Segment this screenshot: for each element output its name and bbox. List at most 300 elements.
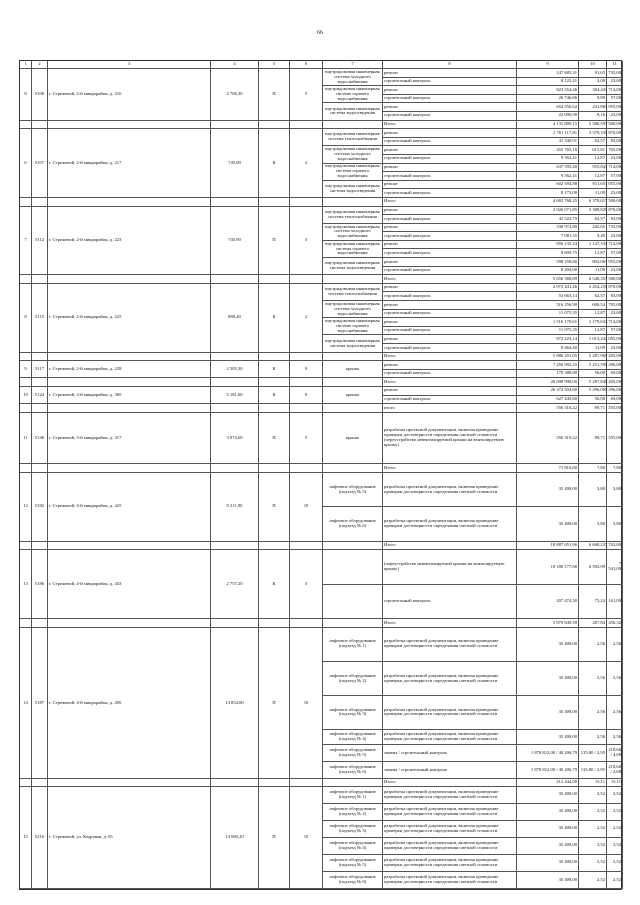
cost-value: 35 408,00 <box>517 628 579 662</box>
cost-value: 872 223,14 <box>517 335 579 344</box>
cost-per-m2: 3,80 <box>579 507 607 541</box>
work-type: строительный контроль <box>383 172 517 181</box>
work-type: ремонт <box>383 224 517 233</box>
work-type: разработка проектной документации, включая проведение проверки достоверности определения сметной стоимости <box>383 872 517 889</box>
work-type: ремонт <box>383 258 517 267</box>
cost-limit: 5 870,00 <box>607 284 623 293</box>
work-type: ремонт <box>383 69 517 78</box>
cost-per-m2: 304,44 <box>579 86 607 95</box>
row-field: 14 060,20 <box>211 787 259 889</box>
work-type: ремонт <box>383 241 517 250</box>
work-type: разработка проектной документации, включая проведение проверки достоверности определения сметной стоимости <box>383 662 517 696</box>
total-value: 556 310,22 <box>517 404 579 413</box>
total-label: Итого <box>383 378 517 387</box>
cost-per-m2: 1 147,33 <box>579 241 607 250</box>
table-cell <box>259 542 290 551</box>
row-field: 8 <box>20 69 32 121</box>
table-cell <box>48 542 211 551</box>
cost-per-m2: 2,52 <box>579 821 607 838</box>
structural-element: внутридомовая инженерная система горячего водоснабжения <box>323 164 383 181</box>
cost-limit: 705,00 <box>607 301 623 310</box>
cost-limit: 83,00 <box>607 138 623 147</box>
table-cell <box>48 121 211 130</box>
table-cell <box>211 198 259 207</box>
table-cell <box>20 198 32 207</box>
work-type: разработка проектной документации, включая проведение проверки достоверности определения сметной стоимости (переустройство невентилируемой крыши на вентилируемую крышу) <box>383 413 517 465</box>
cost-limit: 57,00 <box>607 95 623 104</box>
cost-limit: 2,52 <box>607 787 623 804</box>
cost-per-m2: 8,16 <box>579 112 607 121</box>
structural-element: лифтовое оборудование (подъезд № 3) <box>323 696 383 730</box>
cost-value: 35 408,00 <box>517 507 579 541</box>
work-type: ремонт <box>383 146 517 155</box>
total-label: Итого <box>383 353 517 362</box>
structural-element: внутридомовая инженерная система горячего водоснабжения <box>323 86 383 103</box>
row-field: 13 854,80 <box>211 628 259 780</box>
table-cell <box>20 378 32 387</box>
table-cell <box>20 121 32 130</box>
table-cell <box>48 353 211 362</box>
cost-value: 556 310,22 <box>517 413 579 465</box>
cost-limit: 1 714,00 <box>607 241 623 250</box>
cost-value: 35 408,00 <box>517 730 579 745</box>
cost-value: 26 746,86 <box>517 95 579 104</box>
table-cell <box>20 275 32 284</box>
cost-value: 35 408,00 <box>517 696 579 730</box>
row-field: 745,90 <box>211 207 259 276</box>
cost-limit: 57,00 <box>607 172 623 181</box>
table-cell <box>259 404 290 413</box>
cost-per-m2: 3,00 <box>579 78 607 87</box>
column-header: 4 <box>211 61 259 69</box>
total-value: 15,11 <box>579 779 607 786</box>
table-cell <box>259 619 290 628</box>
total-label: Итого <box>383 542 517 551</box>
total-value: 5 656 568,89 <box>517 275 579 284</box>
row-field: 5 <box>290 207 323 276</box>
work-type: ремонт <box>383 284 517 293</box>
total-value: 18 887 651,96 <box>517 542 579 551</box>
structural-element: крыша <box>323 387 383 404</box>
work-type: строительный контроль <box>383 112 517 121</box>
row-field: 5115 <box>32 284 48 353</box>
work-type: строительный контроль <box>383 138 517 147</box>
table-cell <box>290 404 323 413</box>
row-field: 5107 <box>32 129 48 198</box>
row-field: 5117 <box>32 361 48 378</box>
cost-value: 516 256,90 <box>517 301 579 310</box>
row-field: г. Стрежевой, 3-й микрорайон, д. 30б <box>48 387 211 404</box>
work-type: строительный контроль <box>383 249 517 258</box>
table-cell <box>48 275 211 284</box>
table-cell <box>20 464 32 473</box>
column-header: 9 <box>517 61 579 69</box>
cost-value: 35 408,00 <box>517 821 579 838</box>
row-field: 6 <box>20 129 32 198</box>
work-type: ремонт <box>383 181 517 190</box>
table-cell <box>48 404 211 413</box>
row-field: г. Стрежевой, 2-й микрорайон, д. 228 <box>48 361 211 378</box>
cost-limit: 23,00 <box>607 310 623 319</box>
cost-per-m2: 56,00 <box>579 396 607 405</box>
total-label: Итого <box>383 275 517 284</box>
table-cell <box>32 779 48 786</box>
total-value: 5 287,96 <box>579 353 607 362</box>
cost-limit: 83,00 <box>607 292 623 301</box>
cost-value: 823 554,46 <box>517 86 579 95</box>
row-field: г. Стрежевой, 2-й микрорайон, д. 217 <box>48 129 211 198</box>
cost-per-m2: 91,65 <box>579 69 607 78</box>
row-field: 5 <box>290 413 323 465</box>
structural-element: внутридомовая инженерная система холодного водоснабжения <box>323 301 383 318</box>
work-type: строительный контроль <box>383 95 517 104</box>
cost-value: 9 464,40 <box>517 344 579 353</box>
structural-element: внутридомовая инженерная система горячего водоснабжения <box>323 318 383 335</box>
work-type: замена / строительный контроль <box>383 762 517 779</box>
cost-per-m2: 9,89 <box>579 95 607 104</box>
total-value: 212 444,00 <box>517 779 579 786</box>
row-field: 3 974,00 <box>211 413 259 465</box>
work-type: строительный контроль <box>383 215 517 224</box>
cost-per-m2: 802,06 <box>579 258 607 267</box>
row-field: 7 <box>20 207 32 276</box>
work-type: (переустройство невентилируемой крыши на вентилируемую крышу) <box>383 550 517 584</box>
cost-per-m2: 11,09 <box>579 189 607 198</box>
table-cell <box>323 404 383 413</box>
structural-element: лифтовое оборудование (подъезд № 6) <box>323 872 383 889</box>
cost-limit: 2,52 <box>607 855 623 872</box>
cost-per-m2: 2,52 <box>579 804 607 821</box>
cost-value: 330 972,80 <box>517 224 579 233</box>
work-type: ремонт <box>383 301 517 310</box>
total-label: Итого <box>383 779 517 786</box>
row-field: 13 <box>20 550 32 619</box>
row-field: 5 181,60 <box>211 387 259 404</box>
row-field: 2 <box>290 129 323 198</box>
cost-per-m2: 3 388,82 <box>579 207 607 216</box>
table-cell <box>32 619 48 628</box>
work-type: замена / строительный контроль <box>383 745 517 762</box>
total-value: 15,11 <box>607 779 623 786</box>
structural-element: крыша <box>323 413 383 465</box>
cost-value: 35 408,00 <box>517 473 579 507</box>
cost-limit: 83,00 <box>607 215 623 224</box>
structural-element: внутридомовая инженерная система водоотведения <box>323 181 383 198</box>
cost-limit: 57,00 <box>607 327 623 336</box>
row-field: К <box>259 284 290 353</box>
column-header: 7 <box>323 61 383 69</box>
cost-per-m2: 3 454,25 <box>579 284 607 293</box>
row-field: 5182 <box>32 473 48 542</box>
cost-per-m2: 1 179,63 <box>579 318 607 327</box>
column-header: 10 <box>579 61 607 69</box>
cost-limit: 218,66 / 4,68 <box>607 762 623 779</box>
repair-program-table <box>19 60 622 890</box>
row-field: 5187 <box>32 628 48 780</box>
table-cell <box>32 542 48 551</box>
structural-element: внутридомовая инженерная система водоотведения <box>323 258 383 275</box>
row-field: г. Стрежевой, 4-й микрорайон, д. 425 <box>48 473 211 542</box>
cost-per-m2: 11,09 <box>579 344 607 353</box>
structural-element: лифтовое оборудование (подъезд № 2) <box>323 804 383 821</box>
cost-limit: 2,52 <box>607 821 623 838</box>
row-field: 5216 <box>32 787 48 889</box>
row-field: 5 <box>290 550 323 619</box>
row-field: 5186 <box>32 550 48 619</box>
row-field: г. Стрежевой, ул. Кедровая, д. 65 <box>48 787 211 889</box>
total-value: 89,71 <box>579 404 607 413</box>
table-cell <box>290 542 323 551</box>
cost-value: 11 075,35 <box>517 310 579 319</box>
structural-element: лифтовое оборудование (подъезд № 6) <box>323 507 383 541</box>
row-field: 10 <box>290 628 323 780</box>
cost-per-m2: 56,00 <box>579 370 607 379</box>
column-header: 1 <box>20 61 32 69</box>
cost-per-m2: 3,80 <box>579 473 607 507</box>
table-cell <box>20 779 32 786</box>
table-cell <box>32 275 48 284</box>
cost-per-m2: 241,88 <box>579 103 607 112</box>
row-field: 5112 <box>32 207 48 276</box>
cost-limit: 1 955,00 <box>607 103 623 112</box>
total-label: Итого <box>383 464 517 473</box>
work-type: строительный контроль <box>383 585 517 619</box>
total-label: итого <box>383 404 517 413</box>
cost-limit: 23,00 <box>607 344 623 353</box>
cost-value: 654 556,62 <box>517 103 579 112</box>
cost-value: 8 175,00 <box>517 189 579 198</box>
row-field: 15 <box>20 787 32 889</box>
table-cell <box>48 198 211 207</box>
table-cell <box>290 198 323 207</box>
cost-per-m2: 5 296,00 <box>579 387 607 396</box>
cost-per-m2: 615,81 <box>579 146 607 155</box>
cost-limit: 57,00 <box>607 249 623 258</box>
row-field: 10 <box>20 387 32 404</box>
total-value: 7,80 <box>607 464 623 473</box>
work-type: разработка проектной документации, включая проведение проверки достоверности определения сметной стоимости <box>383 730 517 745</box>
row-field: К <box>259 129 290 198</box>
cost-value: 1 878 812,00 / 40 206,79 <box>517 745 579 762</box>
cost-value: 9 562,41 <box>517 172 579 181</box>
work-type: разработка проектной документации, включая проведение проверки достоверности определения сметной стоимости <box>383 473 517 507</box>
table-cell <box>290 275 323 284</box>
table-cell <box>323 619 383 628</box>
row-field: 10 <box>290 473 323 542</box>
structural-element: внутридомовая инженерная система теплоснабжения <box>323 207 383 224</box>
cost-value: 35 408,00 <box>517 872 579 889</box>
total-value: 287,84 <box>579 619 607 628</box>
table-cell <box>211 404 259 413</box>
total-value: 6 548,35 <box>579 275 607 284</box>
table-cell <box>48 619 211 628</box>
cost-per-m2: 12,87 <box>579 155 607 164</box>
cost-per-m2: 6 592,99 <box>579 550 607 584</box>
structural-element: крыша <box>323 361 383 378</box>
structural-element: лифтовое оборудование (подъезд № 1) <box>323 787 383 804</box>
cost-limit: 1 055,00 <box>607 181 623 190</box>
structural-element: лифтовое оборудование (подъезд № 5) <box>323 855 383 872</box>
total-label: Итого <box>383 198 517 207</box>
table-cell <box>48 464 211 473</box>
cost-value: 41 340,91 <box>517 138 579 147</box>
cost-limit: 23,00 <box>607 232 623 241</box>
row-field: г. Стрежевой, 3-й микрорайон, д. 317 <box>48 413 211 465</box>
structural-element: лифтовое оборудование (подъезд № 1) <box>323 628 383 662</box>
row-field: 9 <box>20 361 32 378</box>
cost-per-m2: 2,56 <box>579 696 607 730</box>
cost-per-m2: 2,52 <box>579 855 607 872</box>
total-value: 5 886 201,05 <box>517 353 579 362</box>
cost-per-m2: 445,65 <box>579 224 607 233</box>
cost-value: 35 408,00 <box>517 838 579 855</box>
cost-value: 8 125,41 <box>517 78 579 87</box>
work-type: разработка проектной документации, включая проведение проверки достоверности определения сметной стоимости <box>383 855 517 872</box>
row-field: К <box>259 387 290 404</box>
table-cell <box>290 464 323 473</box>
table-cell <box>259 275 290 284</box>
table-cell <box>323 779 383 786</box>
cost-value: 7 081,35 <box>517 232 579 241</box>
table-cell <box>290 378 323 387</box>
row-field: 2 757,20 <box>211 550 259 619</box>
cost-value: 637 595,40 <box>517 164 579 173</box>
table-cell <box>211 464 259 473</box>
total-value: 7,80 <box>579 464 607 473</box>
cost-value: 2 926 071,85 <box>517 207 579 216</box>
work-type: разработка проектной документации, включая проведение проверки достоверности определения сметной стоимости <box>383 787 517 804</box>
table-cell <box>32 198 48 207</box>
total-value: 26 698 998,00 <box>517 378 579 387</box>
row-field: 12 <box>20 473 32 542</box>
structural-element: внутридомовая инженерная система холодного водоснабжения <box>323 146 383 163</box>
cost-limit: 2,52 <box>607 838 623 855</box>
total-value: 5 287,84 <box>579 378 607 387</box>
cost-per-m2: 2,52 <box>579 838 607 855</box>
row-field: 745,00 <box>211 129 259 198</box>
cost-per-m2: 11,09 <box>579 267 607 276</box>
work-type: разработка проектной документации, включая проведение проверки достоверности определения сметной стоимости <box>383 696 517 730</box>
table-cell <box>48 378 211 387</box>
work-type: строительный контроль <box>383 310 517 319</box>
work-type: ремонт <box>383 361 517 370</box>
cost-per-m2: 75,24 <box>579 585 607 619</box>
total-value: 7 702,00 <box>607 542 623 551</box>
cost-limit: 705,00 <box>607 146 623 155</box>
cost-value: 207 474,30 <box>517 585 579 619</box>
work-type: ремонт <box>383 86 517 95</box>
row-field: 5 <box>290 69 323 121</box>
structural-element: внутридомовая инженерная система теплоснабжения <box>323 284 383 301</box>
cost-per-m2: 135,80 / 2,95 <box>579 745 607 762</box>
cost-per-m2: 2,52 <box>579 872 607 889</box>
cost-value: 247 685,31 <box>517 69 579 78</box>
cost-limit: 2,56 <box>607 628 623 662</box>
row-field: П <box>259 787 290 889</box>
cost-limit: 2,56 <box>607 696 623 730</box>
cost-value: 41 522,79 <box>517 215 579 224</box>
table-cell <box>323 378 383 387</box>
structural-element: внутридомовая инженерная система холодного водоснабжения <box>323 224 383 241</box>
row-field: 9 <box>290 361 323 378</box>
cost-value: 11 075,35 <box>517 327 579 336</box>
row-field: П <box>259 69 290 121</box>
work-type: строительный контроль <box>383 344 517 353</box>
column-header: 5 <box>259 61 290 69</box>
cost-per-m2: 2,56 <box>579 628 607 662</box>
cost-value: 7 456 992,25 <box>517 361 579 370</box>
cost-value: 8 204,90 <box>517 267 579 276</box>
work-type: разработка проектной документации, включая проведение проверки достоверности определения сметной стоимости <box>383 628 517 662</box>
total-value: 4 131 809,15 <box>517 121 579 130</box>
work-type: ремонт <box>383 164 517 173</box>
cost-per-m2: 89,71 <box>579 413 607 465</box>
cost-limit: 5 870,00 <box>607 207 623 216</box>
total-value: 7 500,00 <box>607 121 623 130</box>
work-type: строительный контроль <box>383 267 517 276</box>
cost-value: 1 516 170,61 <box>517 318 579 327</box>
cost-limit: 23,00 <box>607 155 623 164</box>
table-cell <box>290 779 323 786</box>
cost-per-m2: 2,56 <box>579 662 607 696</box>
row-field: 2 <box>290 284 323 353</box>
table-cell <box>20 404 32 413</box>
column-header: 6 <box>290 61 323 69</box>
table-cell <box>290 619 323 628</box>
table-cell <box>323 464 383 473</box>
row-field: 2 706,30 <box>211 69 259 121</box>
total-value: 5 979 849,39 <box>517 619 579 628</box>
cost-value: 627 445,60 <box>517 396 579 405</box>
cost-limit: 1 955,00 <box>607 258 623 267</box>
cost-limit: 1 714,00 <box>607 164 623 173</box>
work-type: ремонт <box>383 103 517 112</box>
work-type: разработка проектной документации, включая проведение проверки достоверности определения сметной стоимости <box>383 821 517 838</box>
cost-value: 18 180 177,68 <box>517 550 579 584</box>
cost-value: 9 699,75 <box>517 249 579 258</box>
structural-element: лифтовое оборудование (подъезд № 5) <box>323 745 383 762</box>
row-field: г. Стрежевой, 2-й микрорайон, д. 210 <box>48 69 211 121</box>
cost-limit: 2,52 <box>607 872 623 889</box>
cost-per-m2: 12,87 <box>579 310 607 319</box>
cost-limit: 218,66 / 4,68 <box>607 745 623 762</box>
table-cell <box>211 275 259 284</box>
cost-limit: 2,52 <box>607 804 623 821</box>
page-number: 66 <box>317 30 323 36</box>
structural-element: лифтовое оборудование (подъезд № 2) <box>323 662 383 696</box>
cost-per-m2: 2,56 <box>579 730 607 745</box>
cost-value: 35 408,00 <box>517 855 579 872</box>
work-type: ремонт <box>383 387 517 396</box>
table-cell <box>20 353 32 362</box>
table-cell <box>259 464 290 473</box>
table-cell <box>20 619 32 628</box>
structural-element: лифтовое оборудование (подъезд № 6) <box>323 762 383 779</box>
cost-limit: 69,00 <box>607 396 623 405</box>
cost-value: 9 562,41 <box>517 155 579 164</box>
table-cell <box>259 121 290 130</box>
cost-per-m2: 62,57 <box>579 215 607 224</box>
table-cell <box>32 404 48 413</box>
cost-per-m2: 955,84 <box>579 164 607 173</box>
row-field: 2 505,30 <box>211 361 259 378</box>
total-value: 555,00 <box>607 404 623 413</box>
column-header: 8 <box>383 61 517 69</box>
cost-per-m2: 12,87 <box>579 172 607 181</box>
table-cell <box>32 464 48 473</box>
structural-element: внутридомовая инженерная система холодного водоснабжения <box>323 69 383 86</box>
table-cell <box>32 121 48 130</box>
